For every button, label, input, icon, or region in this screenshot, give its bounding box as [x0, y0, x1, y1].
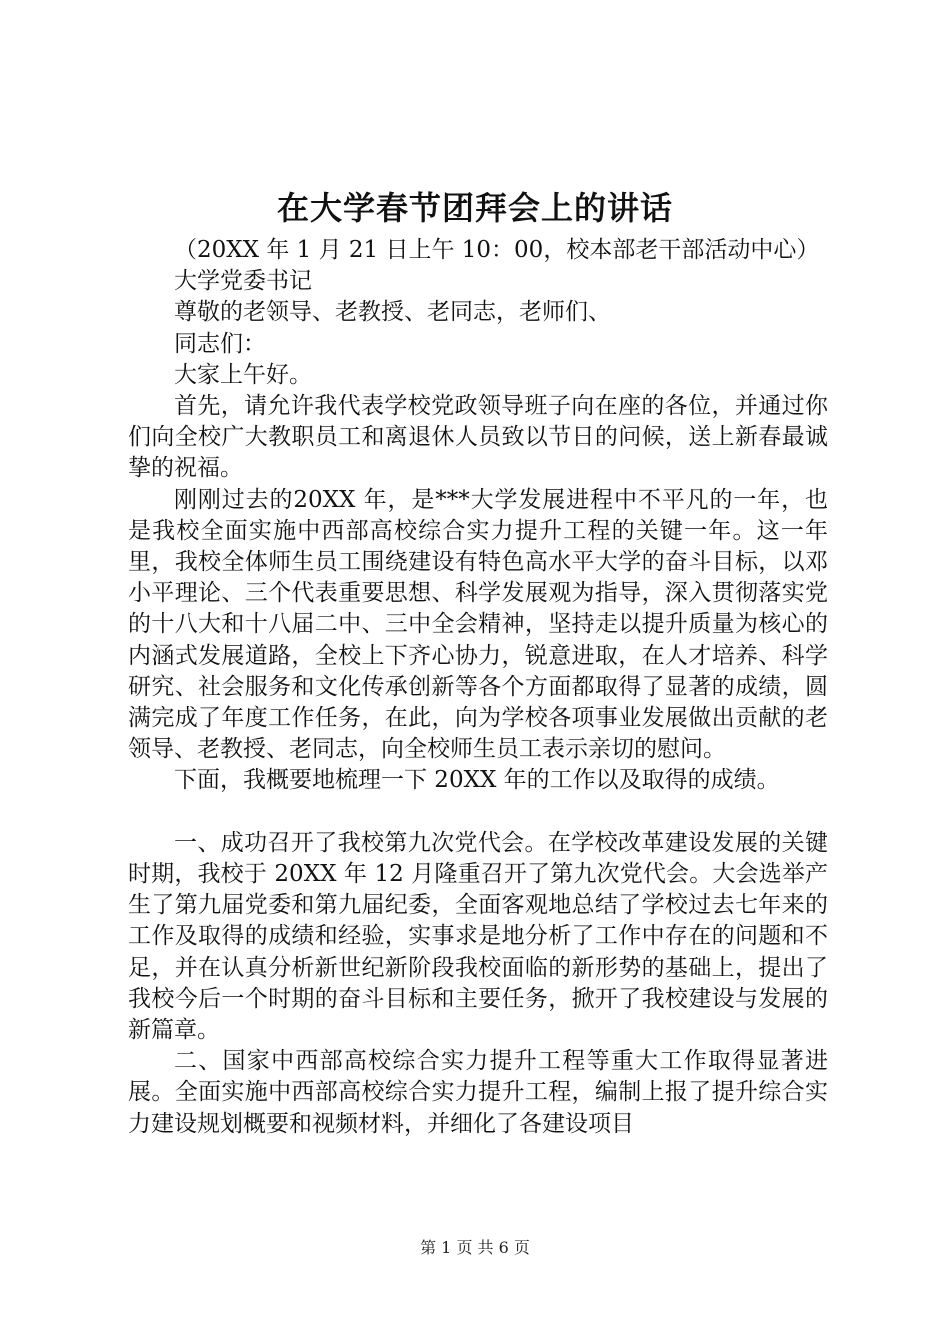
document-title: 在大学春节团拜会上的讲话: [276, 189, 673, 227]
paragraph-item-two: 二、国家中西部高校综合实力提升工程等重大工作取得显著进展。全面实施中西部高校综合实力提升工程，编制上报了提升综合实力建设规划概要和视频材料，并细化了各建设项目: [128, 1048, 828, 1137]
paragraph-item-one: 一、成功召开了我校第九次党代会。在学校改革建设发展的关键时期，我校于 20XX 年 12 月隆重召开了第九次党代会。大会选举产生了第九届党委和第九届纪委，全面客观地总结了学校过去七年来的工作及取得的成绩和经验，实事求是地分析了工作中存在的问题和不足，并在认真分析新世纪新阶段我校面临的新形势的基础上，提出了我校今后一个时期的奋斗目标和主要任务，掀开了我校建设与发展的新篇章。: [128, 829, 828, 1044]
paragraph-time-location: （20XX 年 1 月 21 日上午 10：00，校本部老干部活动中心）: [174, 237, 820, 263]
page-number-footer: 第 1 页 共 6 页: [420, 1238, 530, 1257]
paragraph-blank: [128, 797, 828, 828]
paragraph-salutation: 尊敬的老领导、老教授、老同志，老师们、: [174, 299, 611, 326]
paragraph-greeting: 大家上午好。: [174, 361, 312, 388]
paragraph-summary-intro: 下面，我概要地梳理一下 20XX 年的工作以及取得的成绩。: [174, 767, 780, 794]
paragraph-salutation-cont: 同志们：: [174, 330, 266, 357]
document-body: [128, 235, 828, 1140]
paragraph-opening: 首先，请允许我代表学校党政领导班子向在座的各位，并通过你们向全校广大教职员工和离退休人员致以节日的问候，送上新春最诚挚的祝福。: [128, 393, 828, 482]
paragraph-speaker: 大学党委书记: [174, 268, 312, 295]
paragraph-year-review: 刚刚过去的20XX 年，是***大学发展进程中不平凡的一年，也是我校全面实施中西部高校综合实力提升工程的关键一年。这一年里，我校全体师生员工围绕建设有特色高水平大学的奋斗目标，以邓小平理论、三个代表重要思想、科学发展观为指导，深入贯彻落实党的十八大和十八届二中、三中全会精神，坚持走以提升质量为核心的内涵式发展道路，全校上下齐心协力，锐意进取，在人才培养、科学研究、社会服务和文化传承创新等各个方面都取得了显著的成绩，圆满完成了年度工作任务，在此，向为学校各项事业发展做出贡献的老领导、老教授、老同志，向全校师生员工表示亲切的慰问。: [128, 486, 828, 763]
